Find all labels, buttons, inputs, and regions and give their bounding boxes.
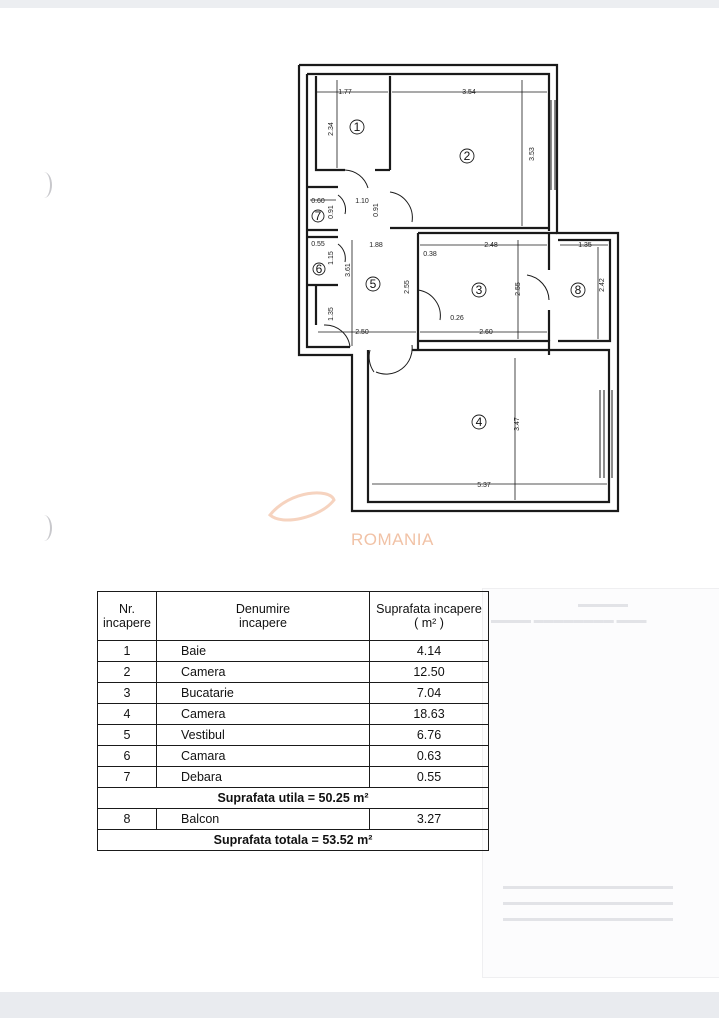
dimension-label: 1.77 <box>338 89 352 96</box>
dimension-label: 3.54 <box>462 89 476 96</box>
room-number: 2 <box>463 149 471 163</box>
dimension-label: 0.91 <box>328 205 335 219</box>
table-row: 4 Camera 18.63 <box>98 704 489 725</box>
room-number: 1 <box>353 120 361 134</box>
dimension-label: 2.42 <box>599 278 606 292</box>
watermark-logo <box>270 493 334 520</box>
dimension-label: 2.50 <box>355 329 369 336</box>
dimension-label: 1.35 <box>328 307 335 321</box>
dimension-label: 0.91 <box>373 203 380 217</box>
faded-stamp-sheet: ▬▬▬▬▬ ▬▬▬▬ ▬▬▬▬▬▬▬▬ ▬▬▬ ▬▬▬▬▬▬▬▬▬▬▬▬▬▬▬▬▬ ▬▬▬▬▬▬▬▬▬▬▬▬▬▬▬▬▬ ▬▬▬▬▬▬▬▬▬▬▬▬▬▬▬▬▬ <box>482 588 719 978</box>
header-area: Suprafata incapere ( m² ) <box>370 592 489 641</box>
dimension-label: 1.35 <box>578 242 592 249</box>
dimension-label: 1.88 <box>369 242 383 249</box>
dimension-label: 1.15 <box>328 251 335 265</box>
table-row: 6 Camara 0.63 <box>98 746 489 767</box>
room-number: 7 <box>314 209 322 223</box>
dimension-label: 3.53 <box>529 147 536 161</box>
dimension-label: 5.37 <box>477 482 491 489</box>
grand-total-row: Suprafata totala = 53.52 m² <box>98 830 489 851</box>
bottom-edge <box>0 992 719 1018</box>
dimension-label: 1.10 <box>355 198 369 205</box>
room-number: 3 <box>475 283 483 297</box>
dimension-label: 0.26 <box>450 315 464 322</box>
watermark-text: ROMANIA <box>351 530 434 549</box>
dimension-label: 0.38 <box>423 251 437 258</box>
table-row: 5 Vestibul 6.76 <box>98 725 489 746</box>
table-row: 2 Camera 12.50 <box>98 662 489 683</box>
header-name: Denumire incapere <box>157 592 370 641</box>
dimension-label: 2.48 <box>484 242 498 249</box>
table-row: 7 Debara 0.55 <box>98 767 489 788</box>
room-number: 6 <box>315 262 323 276</box>
dimension-label: 0.60 <box>311 198 325 205</box>
dimension-label: 2.55 <box>404 280 411 294</box>
dimension-label: 3.61 <box>345 263 352 277</box>
table-header-row <box>98 592 489 641</box>
dimension-label: 0.55 <box>311 241 325 248</box>
dimension-label: 2.55 <box>515 282 522 296</box>
room-number: 8 <box>574 283 582 297</box>
header-nr: Nr. incapere <box>98 592 157 641</box>
dimension-label: 2.60 <box>479 329 493 336</box>
room-number: 5 <box>369 277 377 291</box>
table-row-balcony: 8 Balcon 3.27 <box>98 809 489 830</box>
table-row: 1 Baie 4.14 <box>98 641 489 662</box>
room-number: 4 <box>475 415 483 429</box>
useful-area-total-row: Suprafata utila = 50.25 m² <box>98 788 489 809</box>
room-area-table <box>97 591 489 851</box>
dimension-label: 2.34 <box>328 122 335 136</box>
dimension-label: 3.47 <box>514 417 521 431</box>
table-row: 3 Bucatarie 7.04 <box>98 683 489 704</box>
